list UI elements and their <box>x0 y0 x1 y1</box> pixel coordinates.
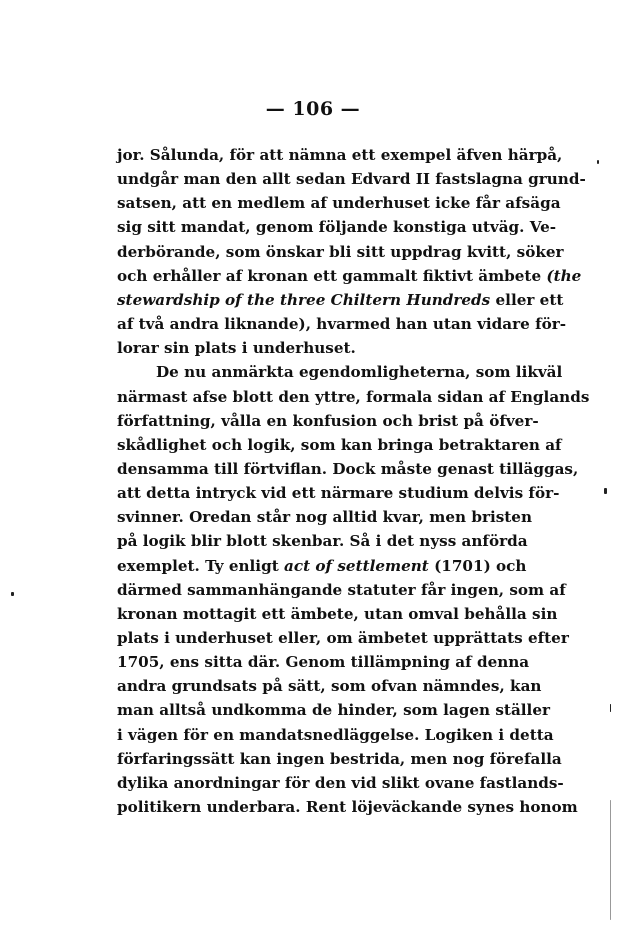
line-text: dylika anordningar för den vid slikt ovane fastlands- <box>117 773 564 792</box>
text-line <box>117 191 561 215</box>
text-line <box>117 771 564 795</box>
italic-text: act of settlement <box>284 556 429 575</box>
scan-speck <box>610 800 611 920</box>
scan-speck <box>604 488 607 494</box>
line-text: kronan mottagit ett ämbete, utan omval behålla sin <box>117 604 558 623</box>
text-line <box>117 578 566 602</box>
line-text: satsen, att en medlem af underhuset icke får afsäga <box>117 194 561 213</box>
line-text: jor. Sålunda, för att nämna ett exempel äfven härpå, <box>117 146 563 164</box>
text-line <box>117 747 562 771</box>
line-text: förfaringssätt kan ingen bestrida, men nog förefalla <box>117 749 562 768</box>
text-line <box>117 385 590 409</box>
text-line <box>117 505 532 529</box>
text-line <box>117 288 564 312</box>
line-text: lorar sin plats i underhuset. <box>117 339 356 358</box>
line-text: densamma till förtviflan. Dock måste genast tilläggas, <box>117 459 579 478</box>
line-text: (1701) och <box>428 556 527 575</box>
line-text: undgår man den allt sedan Edvard II fastslagna grund- <box>117 170 586 189</box>
text-line <box>117 529 528 553</box>
text-line <box>117 143 563 167</box>
text-line <box>117 336 520 360</box>
text-line <box>117 167 586 191</box>
line-text: författning, vålla en konfusion och brist på öfver- <box>117 411 539 430</box>
text-line <box>117 433 562 457</box>
scan-speck <box>610 704 611 712</box>
text-line <box>117 554 527 578</box>
text-line <box>117 240 564 264</box>
line-text: man alltså undkomma de hinder, som lagen ställer <box>117 701 550 720</box>
text-line <box>117 698 550 722</box>
text-line <box>117 264 582 288</box>
scan-speck <box>11 592 14 596</box>
page-number: — 106 — <box>265 98 361 120</box>
text-line <box>117 723 554 747</box>
text-line <box>117 215 557 239</box>
text-line <box>117 650 530 674</box>
line-text: därmed sammanhängande statuter får ingen, som af <box>117 580 566 599</box>
scan-speck <box>597 160 599 164</box>
text-line <box>117 602 558 626</box>
text-line <box>117 312 567 336</box>
line-text: eller ett <box>490 290 564 309</box>
line-text: politikern underbara. Rent löjeväckande synes honom <box>117 798 578 817</box>
text-line <box>117 626 569 650</box>
text-line <box>117 481 560 505</box>
line-text: närmast afse blott den yttre, formala sidan af Englands <box>117 387 590 406</box>
line-text: och erhåller af kronan ett gammalt fiktivt ämbete <box>117 266 547 285</box>
line-text: svinner. Oredan står nog alltid kvar, men bristen <box>117 508 532 527</box>
italic-text: stewardship of the three Chiltern Hundreds <box>117 290 491 309</box>
text-line <box>117 795 578 819</box>
line-text: skådlighet och logik, som kan bringa betraktaren af <box>117 435 562 454</box>
line-text: 1705, ens sitta där. Genom tillämpning af denna <box>117 653 530 672</box>
line-text: af två andra liknande), hvarmed han utan vidare för- <box>117 315 567 334</box>
text-line <box>117 457 579 481</box>
line-text: exemplet. Ty enligt <box>117 556 285 575</box>
line-text: derbörande, som önskar bli sitt uppdrag kvitt, söker <box>117 242 564 261</box>
italic-text: (the <box>546 266 582 285</box>
line-text: på logik blir blott skenbar. Så i det nyss anförda <box>117 532 528 551</box>
line-text: att detta intryck vid ett närmare studium delvis för- <box>117 484 560 503</box>
text-line <box>117 360 563 384</box>
text-line <box>117 409 539 433</box>
line-text: sig sitt mandat, genom följande konstiga utväg. Ve- <box>117 218 557 237</box>
line-text: andra grundsats på sätt, som ofvan nämndes, kan <box>117 677 542 696</box>
line-text: De nu anmärkta egendomligheterna, som likväl <box>156 363 563 382</box>
line-text: plats i underhuset eller, om ämbetet upprättats efter <box>117 629 569 647</box>
line-text: i vägen för en mandatsnedläggelse. Logiken i detta <box>117 725 554 744</box>
text-line <box>117 674 542 698</box>
